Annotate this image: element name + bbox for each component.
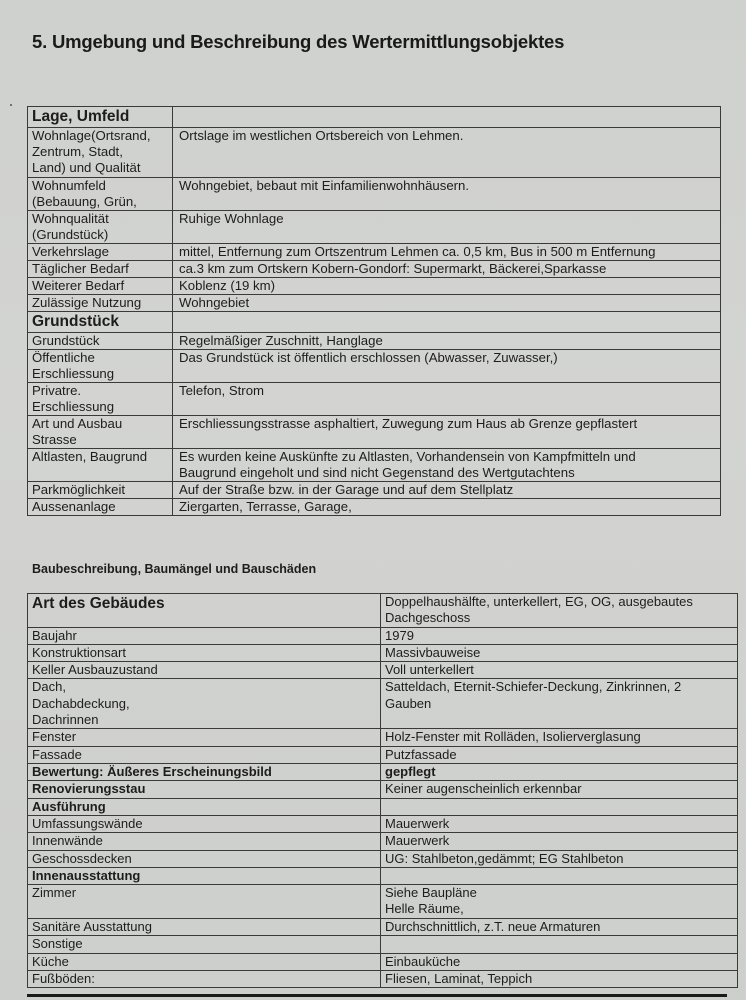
cell-line: Zentrum, Stadt, (32, 144, 123, 159)
row-value (381, 679, 738, 729)
cell-line: Wohngebiet (179, 295, 250, 310)
cell-line: (Bebauung, Grün, (32, 194, 137, 209)
row-value (173, 499, 721, 516)
section-header: Grundstück (28, 312, 173, 333)
cell-line: mittel, Entfernung zum Ortszentrum Lehmen ca. 0,5 km, Bus in 500 m Entfernung (179, 244, 656, 259)
cell-line: Das Grundstück ist öffentlich erschlossen (Abwasser, Zuwasser,) (179, 350, 558, 365)
table-row (28, 885, 738, 919)
cell-line: 1979 (385, 627, 414, 643)
row-label (28, 499, 173, 516)
table-row (28, 211, 721, 244)
section-header: Lage, Umfeld (28, 107, 173, 128)
cell-line: Mauerwerk (385, 815, 450, 831)
cell-line: Siehe Baupläne (385, 885, 477, 901)
row-value (381, 885, 738, 919)
cell-line: Doppelhaushälfte, unterkellert, EG, OG, ausgebautes (385, 594, 693, 609)
cell-line: Konstruktionsart (32, 644, 126, 660)
table-row (28, 333, 721, 350)
table-row (28, 261, 721, 278)
cell-line: Telefon, Strom (179, 383, 265, 398)
cell-line: Gauben (385, 695, 432, 711)
cell-line: Koblenz (19 km) (179, 278, 276, 293)
cell-line: Zulässige Nutzung (32, 295, 142, 310)
row-value (381, 936, 738, 953)
cell-line: Land) und Qualität (32, 160, 141, 175)
table-row (28, 644, 738, 661)
row-label (28, 416, 173, 449)
cell-line: Weiterer Bedarf (32, 278, 125, 293)
row-value (381, 764, 738, 781)
table-row (28, 867, 738, 884)
table-row (28, 729, 738, 746)
table-row (28, 499, 721, 516)
cell-line: Keiner augenscheinlich erkennbar (385, 781, 582, 797)
cell-line: ca.3 km zum Ortskern Kobern-Gondorf: Supermarkt, Bäckerei,Sparkasse (179, 261, 607, 276)
table-row (28, 278, 721, 295)
row-label (28, 333, 173, 350)
cell-line: Fenster (32, 729, 77, 745)
cell-line: Ziergarten, Terrasse, Garage, (179, 499, 352, 514)
cell-line: Wohnqualität (32, 211, 109, 226)
cell-line: Dachrinnen (32, 712, 99, 728)
section-header-row (28, 107, 721, 128)
row-label (28, 919, 381, 936)
cell-line (385, 936, 737, 952)
table-row (28, 128, 721, 178)
table-row (28, 781, 738, 798)
table-row (28, 383, 721, 416)
section-subtitle: Baubeschreibung, Baumängel und Bauschäden (32, 562, 317, 576)
cell-line: Baugrund eingeholt und sind nicht Gegenstand des Wertgutachtens (179, 465, 575, 480)
cell-line: Fassade (32, 746, 82, 762)
row-label (28, 815, 381, 832)
row-value (381, 644, 738, 661)
row-label (28, 781, 381, 798)
cell-line: Erschliessungsstrasse asphaltiert, Zuwegung zum Haus ab Grenze gepflastert (179, 416, 638, 431)
cell-line: Fliesen, Laminat, Teppich (385, 971, 533, 987)
table-row (28, 679, 738, 729)
cell-line: Strasse (32, 432, 77, 447)
speck (10, 104, 12, 106)
row-label (28, 128, 173, 178)
row-label (28, 729, 381, 746)
row-value (381, 781, 738, 798)
row-label (28, 295, 173, 312)
cell-line: Öffentliche (32, 350, 95, 365)
row-label (28, 885, 381, 919)
cell-line: Dachabdeckung, (32, 695, 130, 711)
table-row (28, 936, 738, 953)
table-row (28, 971, 738, 988)
cell-line: Auf der Straße bzw. in der Garage und auf dem Stellplatz (179, 482, 514, 497)
cell-line: (Grundstück) (32, 227, 109, 242)
row-value (381, 815, 738, 832)
cell-line: Dach, (32, 679, 66, 695)
cell-line: Grundstück (32, 333, 100, 348)
cell-line (385, 799, 737, 815)
cell-line: Zimmer (32, 885, 77, 901)
section-header-row (28, 312, 721, 333)
row-value (173, 383, 721, 416)
row-label (28, 764, 381, 781)
table-row (28, 594, 738, 628)
table-row (28, 178, 721, 211)
cell-line: Geschossdecken (32, 850, 132, 866)
table-row (28, 449, 721, 482)
row-value (381, 798, 738, 815)
row-label (28, 936, 381, 953)
cell-line: Massivbauweise (385, 644, 481, 660)
baubeschreibung-table (27, 593, 738, 988)
table-row (28, 833, 738, 850)
cell-line: Bewertung: Äußeres Erscheinungsbild (32, 764, 272, 780)
row-value (381, 746, 738, 763)
row-value (381, 594, 738, 628)
cell-line: Täglicher Bedarf (32, 261, 129, 276)
row-label (28, 350, 173, 383)
cell-line: Parkmöglichkeit (32, 482, 126, 497)
table-row (28, 416, 721, 449)
row-value (381, 919, 738, 936)
row-label (28, 867, 381, 884)
cell-line: Aussenanlage (32, 499, 116, 514)
row-value (381, 627, 738, 644)
page-title: 5. Umgebung und Beschreibung des Wertermittlungsobjektes (32, 31, 565, 52)
table-row (28, 482, 721, 499)
cell-line: Putzfassade (385, 746, 457, 762)
row-value (173, 211, 721, 244)
row-value (173, 261, 721, 278)
cell-line: Art und Ausbau (32, 416, 123, 431)
cell-line: UG: Stahlbeton,gedämmt; EG Stahlbeton (385, 850, 624, 866)
row-value (381, 850, 738, 867)
table-row (28, 746, 738, 763)
cell-line: Baujahr (32, 627, 77, 643)
table-row (28, 815, 738, 832)
cell-line: Privatre. (32, 383, 82, 398)
cell-line: Art des Gebäudes (32, 595, 165, 612)
row-label (28, 644, 381, 661)
bottom-rule (27, 994, 727, 997)
row-value (173, 295, 721, 312)
row-label (28, 482, 173, 499)
cell-line: Ausführung (32, 798, 106, 814)
table-row (28, 662, 738, 679)
row-label (28, 261, 173, 278)
table-row (28, 798, 738, 815)
cell-line: Ruhige Wohnlage (179, 211, 284, 226)
row-value (173, 244, 721, 261)
row-value (381, 867, 738, 884)
cell-line: Erschliessung (32, 366, 115, 381)
row-value (381, 953, 738, 970)
cell-line: Innenausstattung (32, 867, 141, 883)
cell-line: Helle Räume, (385, 901, 464, 917)
cell-line: Ortslage im westlichen Ortsbereich von Lehmen. (179, 128, 464, 143)
row-label (28, 627, 381, 644)
row-value (381, 662, 738, 679)
table-row (28, 953, 738, 970)
table-row (28, 919, 738, 936)
row-label (28, 833, 381, 850)
row-label (28, 278, 173, 295)
row-label (28, 679, 381, 729)
table-row (28, 295, 721, 312)
table-row (28, 850, 738, 867)
cell-line: Verkehrslage (32, 244, 109, 259)
cell-line: Keller Ausbauzustand (32, 662, 158, 678)
cell-line: Innenwände (32, 833, 103, 849)
row-label (28, 244, 173, 261)
cell-line: Erschliessung (32, 399, 115, 414)
section-header-empty (173, 107, 721, 128)
row-value (173, 128, 721, 178)
row-label (28, 178, 173, 211)
table-row (28, 244, 721, 261)
cell-line: Durchschnittlich, z.T. neue Armaturen (385, 919, 601, 935)
cell-line: Sanitäre Ausstattung (32, 919, 152, 935)
row-value (173, 449, 721, 482)
cell-line: Satteldach, Eternit-Schiefer-Deckung, Zinkrinnen, 2 (385, 679, 682, 695)
row-label (28, 746, 381, 763)
row-value (173, 278, 721, 295)
cell-line: Es wurden keine Auskünfte zu Altlasten, Vorhandensein von Kampfmitteln und (179, 449, 636, 464)
cell-line: Renovierungsstau (32, 781, 146, 797)
row-value (173, 350, 721, 383)
row-label (28, 798, 381, 815)
table-row (28, 627, 738, 644)
row-value (381, 833, 738, 850)
row-label (28, 662, 381, 679)
section-header-empty (173, 312, 721, 333)
cell-line: Küche (32, 953, 69, 969)
cell-line: Mauerwerk (385, 833, 450, 849)
cell-line: Dachgeschoss (385, 610, 471, 626)
cell-line: Fußböden: (32, 971, 95, 987)
cell-line: Holz-Fenster mit Rolläden, Isolierverglasung (385, 729, 641, 745)
cell-line: Altlasten, Baugrund (32, 449, 148, 464)
cell-line: Regelmäßiger Zuschnitt, Hanglage (179, 333, 383, 348)
lage-grundstueck-table (27, 106, 721, 516)
cell-line: gepflegt (385, 764, 436, 780)
table-row (28, 764, 738, 781)
row-value (381, 729, 738, 746)
row-value (173, 416, 721, 449)
row-label (28, 211, 173, 244)
row-label (28, 953, 381, 970)
row-label (28, 850, 381, 867)
row-value (173, 482, 721, 499)
cell-line: Voll unterkellert (385, 662, 474, 678)
cell-line: Wohnlage(Ortsrand, (32, 128, 151, 143)
row-value (173, 333, 721, 350)
cell-line: Einbauküche (385, 953, 461, 969)
cell-line: Umfassungswände (32, 815, 143, 831)
cell-line: Wohnumfeld (32, 178, 106, 193)
row-label (28, 971, 381, 988)
row-value (381, 971, 738, 988)
row-value (173, 178, 721, 211)
row-label (28, 449, 173, 482)
table-row (28, 350, 721, 383)
row-label (28, 383, 173, 416)
cell-line: Sonstige (32, 936, 83, 952)
row-label (28, 594, 381, 628)
cell-line (385, 868, 737, 884)
cell-line: Wohngebiet, bebaut mit Einfamilienwohnhäusern. (179, 178, 470, 193)
